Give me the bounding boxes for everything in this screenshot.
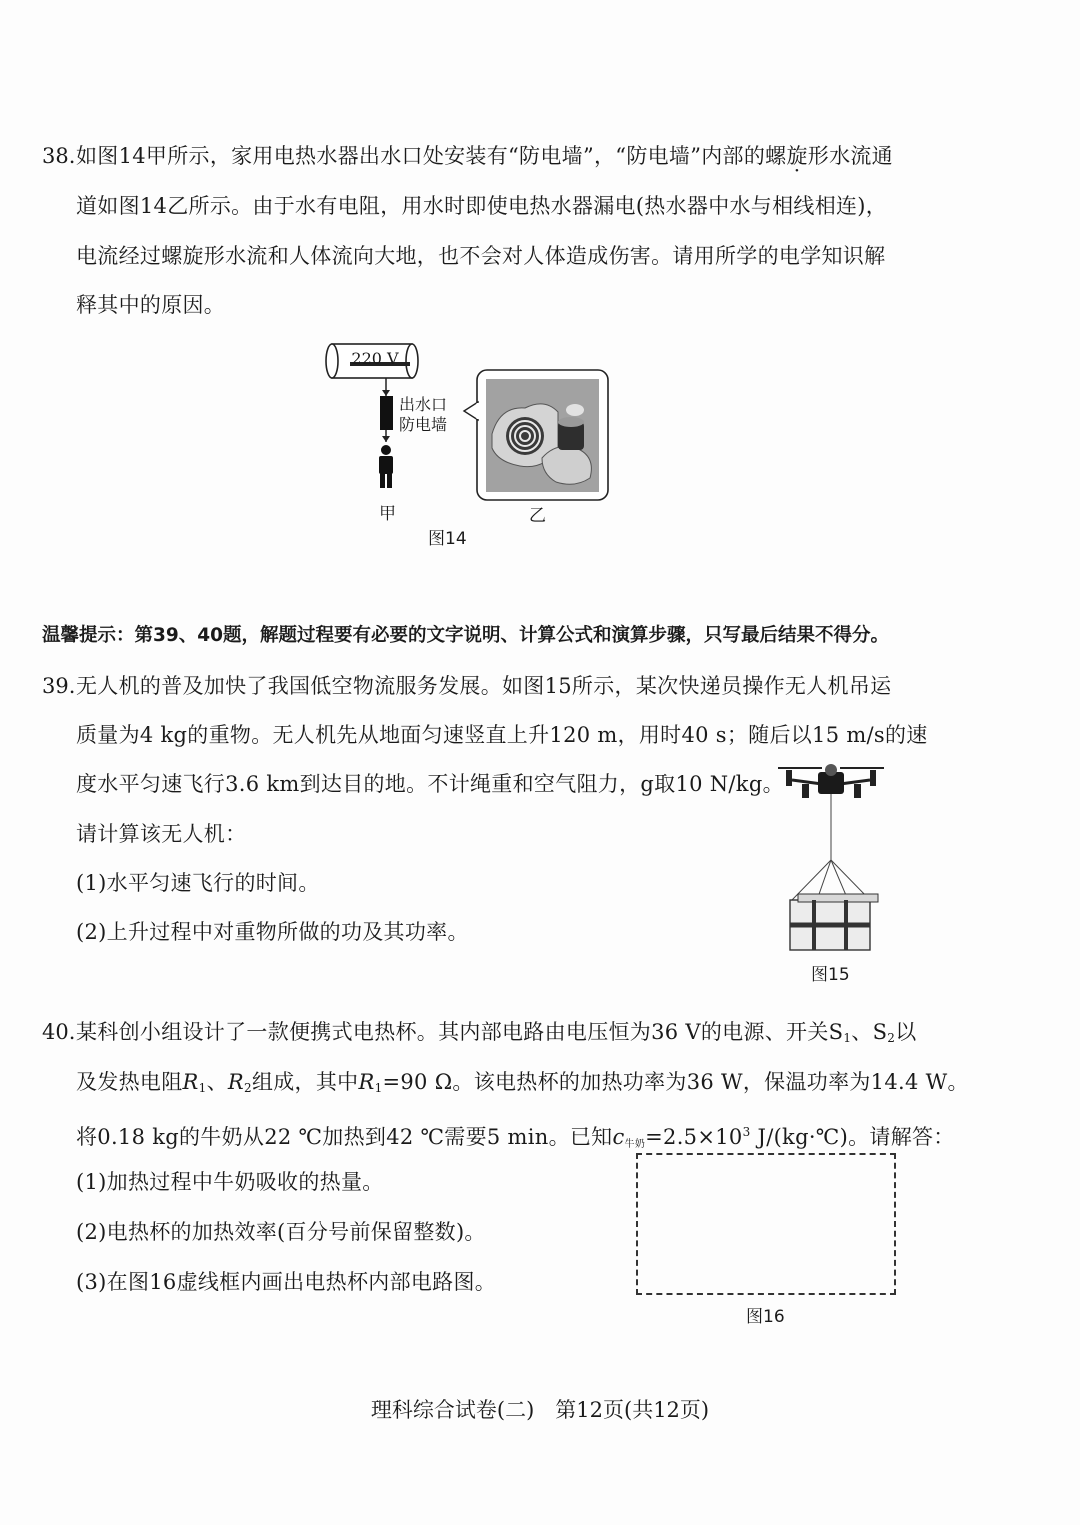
figure-16-caption: 图16 <box>746 1307 785 1327</box>
q40-r-symbol-3: R <box>358 1070 375 1094</box>
q40-line-3-text-b: =2.5×10 <box>645 1125 743 1149</box>
figure-15-caption: 图15 <box>811 965 850 985</box>
question-39-item-1: (1)水平匀速飞行的时间。 <box>76 871 320 895</box>
q40-c-symbol: c <box>612 1125 625 1149</box>
q40-r-subscript-1: 1 <box>198 1081 207 1095</box>
question-40-item-2: (2)电热杯的加热效率(百分号前保留整数)。 <box>76 1220 486 1244</box>
outlet-label: 出水口 <box>399 395 448 414</box>
anti-shock-wall-block <box>380 396 393 430</box>
q40-line-3-text-a: 将0.18 kg的牛奶从22 ℃加热到42 ℃需要5 min。已知 <box>76 1125 613 1149</box>
question-38-line-4: 释其中的原因。 <box>76 293 226 317</box>
q40-r-symbol-2: R <box>227 1070 244 1094</box>
q40-line-1-text-c: 以 <box>895 1020 917 1044</box>
q40-r-subscript-3: 1 <box>374 1081 383 1095</box>
q40-c-subscript: 牛奶 <box>624 1139 646 1150</box>
question-38-line-1 <box>76 142 893 170</box>
figure-14-label-jia: 甲 <box>379 504 396 524</box>
q40-r-symbol-1: R <box>182 1070 199 1094</box>
figure-14-caption: 图14 <box>428 529 467 549</box>
page-footer: 理科综合试卷(二) 第12页(共12页) <box>370 1398 710 1422</box>
anti-shock-wall-label: 防电墙 <box>399 415 448 434</box>
q40-line-1-text-a: 某科创小组设计了一款便携式电热杯。其内部电路由电压恒为36 V的电源、开关S <box>76 1020 844 1044</box>
tip-notice: 温馨提示：第39、40题，解题过程要有必要的文字说明、计算公式和演算步骤，只写最后结果不得分。 <box>42 625 889 646</box>
question-40-line-1 <box>76 1018 917 1052</box>
q38-emphasis-text: 螺旋形 <box>765 144 830 168</box>
question-39-line-2: 质量为4 kg的重物。无人机先从地面匀速竖直上升120 m，用时40 s；随后以15 m/s的速 <box>76 723 928 747</box>
voltage-label: 220 V <box>351 349 399 368</box>
question-40-item-3: (3)在图16虚线框内画出电热杯内部电路图。 <box>76 1270 497 1294</box>
q40-line-2-text-d: =90 Ω。该电热杯的加热功率为36 W，保温功率为14.4 W。 <box>382 1070 969 1094</box>
q40-r-subscript-2: 2 <box>244 1081 252 1095</box>
q40-line-1-text-b: 、S <box>851 1020 888 1044</box>
question-40-item-1: (1)加热过程中牛奶吸收的热量。 <box>76 1170 384 1194</box>
question-38-line-3: 电流经过螺旋形水流和人体流向大地，也不会对人体造成伤害。请用所学的电学知识解 <box>76 244 886 268</box>
q40-line-2-text-c: 组成，其中 <box>251 1070 359 1094</box>
question-39-item-2: (2)上升过程中对重物所做的功及其功率。 <box>76 920 469 944</box>
figure-16-drawing-box[interactable] <box>636 1153 896 1295</box>
question-38-line-2: 道如图14乙所示。由于水有电阻，用水时即使电热水器漏电(热水器中水与相线相连)， <box>76 194 888 218</box>
anti-shock-wall-photo <box>477 370 608 500</box>
question-39-line-1: 无人机的普及加快了我国低空物流服务发展。如图15所示，某次快递员操作无人机吊运 <box>76 674 892 698</box>
q40-subscript-1: 1 <box>843 1031 852 1045</box>
q38-line-1-tail: 水流通 <box>829 144 893 168</box>
q40-line-2-text-b: 、 <box>206 1070 228 1094</box>
q40-line-2-text-a: 及发热电阻 <box>76 1070 183 1094</box>
question-40-line-2 <box>76 1068 969 1102</box>
question-39-line-3: 度水平匀速飞行3.6 km到达目的地。不计绳重和空气阻力，g取10 N/kg。 <box>76 772 784 796</box>
q40-subscript-2: 2 <box>887 1031 896 1045</box>
question-39-line-4: 请计算该无人机： <box>76 822 247 846</box>
figure-14-label-yi: 乙 <box>529 506 546 526</box>
q40-line-3-text-c: J/(kg·℃)。请解答： <box>750 1125 955 1149</box>
question-39-number: 39. <box>42 674 76 698</box>
q38-line-1-text: 如图14甲所示，家用电热水器出水口处安装有“防电墙”，“防电墙”内部的 <box>76 144 766 168</box>
person-icon <box>379 445 393 488</box>
question-38-number: 38. <box>42 144 76 168</box>
q40-exponent: 3 <box>742 1125 751 1139</box>
drone-with-package-icon <box>772 760 892 956</box>
question-40-number: 40. <box>42 1020 76 1044</box>
